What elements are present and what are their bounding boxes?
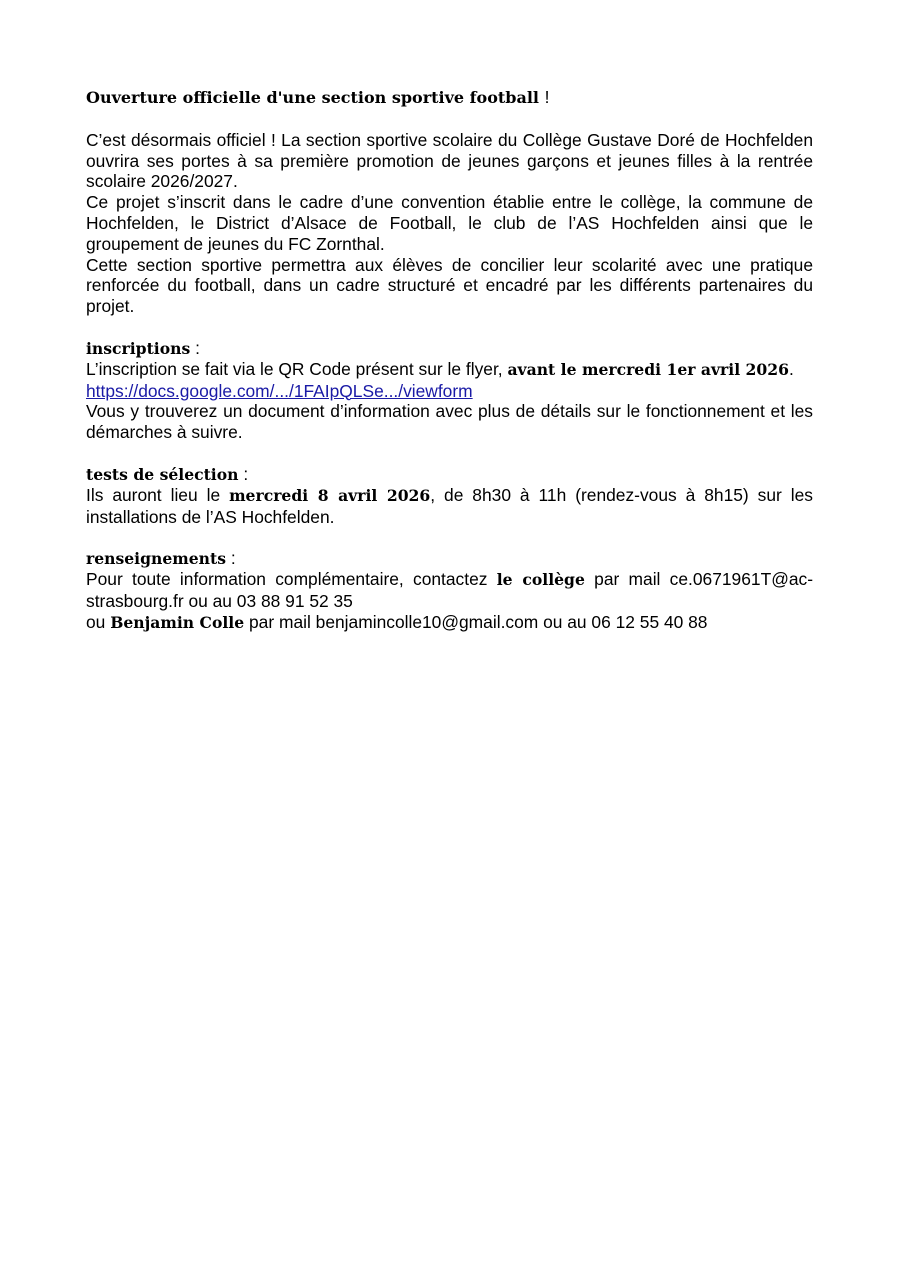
renseignements-line-1-after: par mail ce.0671961T@ac-strasbourg.fr ou au 03 88 91 52 35: [86, 569, 814, 611]
renseignements-line-1-before: Pour toute information complémentaire, contactez: [86, 569, 497, 590]
tests-date: mercredi 8 avril 2026: [229, 485, 431, 505]
inscriptions-heading: [86, 338, 813, 359]
spacer: [86, 109, 813, 130]
inscriptions-text: [86, 359, 813, 381]
inscriptions-info: Vous y trouverez un document d’information avec plus de détails sur le fonctionnement et les démarches à suivre.: [86, 401, 813, 443]
tests-text-before: Ils auront lieu le: [86, 484, 230, 505]
inscription-form-link[interactable]: https://docs.google.com/.../1FAIpQLSe.../viewform: [86, 380, 473, 401]
document-page: [86, 86, 813, 634]
spacer: [86, 443, 813, 464]
tests-heading-label: tests de sélection: [86, 464, 239, 484]
title-exclamation: !: [544, 87, 550, 107]
inscriptions-text-before: L’inscription se fait via le QR Code présent sur le flyer,: [86, 358, 508, 379]
renseignements-line-2-before: ou: [86, 611, 111, 632]
inscriptions-heading-label: inscriptions: [86, 338, 191, 358]
renseignements-college: le collège: [496, 570, 585, 590]
intro-paragraph-1: C’est désormais officiel ! La section sportive scolaire du Collège Gustave Doré de Hochfelden ouvrira ses portes à sa première promotion de jeunes garçons et jeunes filles à la rentrée scolaire 2026/2027.: [86, 129, 813, 192]
inscriptions-text-after: .: [788, 358, 794, 379]
renseignements-heading: [86, 548, 813, 569]
tests-heading-colon: :: [238, 463, 249, 484]
page-title: [86, 86, 813, 109]
inscriptions-heading-colon: :: [190, 337, 200, 358]
tests-text: [86, 485, 813, 528]
intro-paragraph-2: Ce projet s’inscrit dans le cadre d’une convention établie entre le collège, la commune de Hochfelden, le District d’Alsace de Football, le club de l’AS Hochfelden ainsi que le groupement de jeunes du FC Zornthal.: [86, 192, 813, 254]
renseignements-line-2-after: par mail benjamincolle10@gmail.com ou au 06 12 55 40 88: [244, 611, 708, 632]
inscriptions-link-line: [86, 381, 813, 402]
spacer: [86, 527, 813, 548]
renseignements-heading-colon: :: [226, 548, 236, 569]
intro-paragraph-3: Cette section sportive permettra aux élèves de concilier leur scolarité avec une pratique renforcée du football, dans un cadre structuré et encadré par les différents partenaires du projet.: [86, 254, 813, 317]
spacer: [86, 317, 813, 338]
renseignements-heading-label: renseignements: [86, 549, 227, 569]
renseignements-contact-name: Benjamin Colle: [110, 612, 245, 632]
renseignements-line-1: [86, 569, 813, 612]
tests-heading: [86, 464, 813, 485]
title-text: Ouverture officielle d'une section sportive football: [86, 88, 539, 107]
renseignements-line-2: [86, 612, 813, 634]
inscriptions-deadline: avant le mercredi 1er avril 2026: [507, 359, 789, 379]
tests-text-after: , de 8h30 à 11h (rendez-vous à 8h15) sur les installations de l’AS Hochfelden.: [86, 484, 813, 527]
